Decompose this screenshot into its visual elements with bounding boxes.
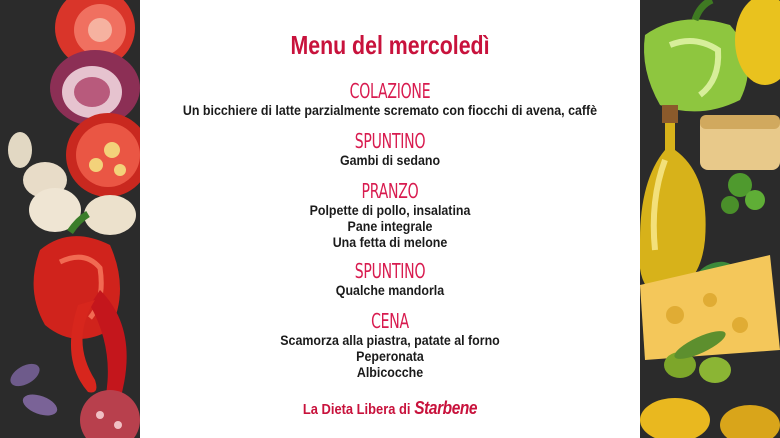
section-cena [140, 310, 640, 381]
menu-item: Albicocche [356, 365, 424, 380]
section-spuntino-1 [140, 130, 640, 169]
right-vegetable-illustration [640, 0, 780, 438]
vegetables-left-icon [0, 0, 140, 438]
menu-item: Gambi di sedano [339, 153, 441, 168]
menu-item: Un bicchiere di latte parzialmente scremato con fiocchi di avena, caffè [182, 103, 598, 118]
section-heading: PRANZO [361, 179, 419, 203]
menu-item: Scamorza alla piastra, patate al forno [280, 333, 500, 348]
page-title: Menu del mercoledì [290, 30, 490, 60]
section-pranzo [140, 180, 640, 251]
menu-item: Qualche mandorla [335, 283, 445, 298]
vegetables-right-icon [640, 0, 780, 438]
section-spuntino-2 [140, 260, 640, 299]
menu-item: Peperonata [356, 349, 424, 364]
section-heading: SPUNTINO [354, 259, 426, 283]
menu-item: Polpette di pollo, insalatina [309, 203, 471, 218]
footer-brand [175, 398, 605, 419]
menu-item: Pane integrale [347, 219, 433, 234]
footer-prefix: La Dieta Libera di [302, 401, 411, 418]
section-heading: COLAZIONE [349, 79, 431, 103]
section-heading: SPUNTINO [354, 129, 426, 153]
section-colazione [140, 80, 640, 119]
section-heading: CENA [371, 309, 409, 333]
left-vegetable-illustration [0, 0, 140, 438]
brand-logo: Starbene [414, 398, 478, 418]
menu-item: Una fetta di melone [332, 235, 448, 250]
menu-card [140, 0, 640, 438]
